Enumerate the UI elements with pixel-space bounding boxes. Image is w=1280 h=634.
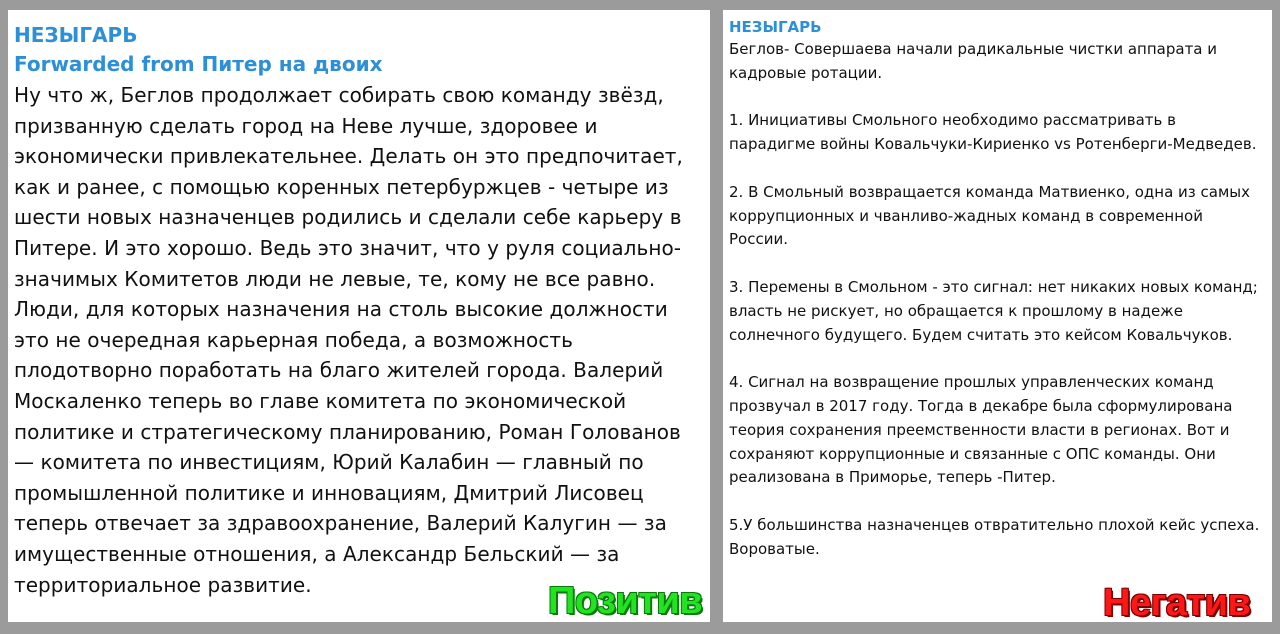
channel-name[interactable]: НЕЗЫГАРЬ (729, 18, 822, 36)
post-point: 1. Инициативы Смольного необходимо рассматривать в парадигме войны Ковальчуки-Кириенко vs Ротенберги-Медведев. (729, 111, 1257, 154)
post-point: 4. Сигнал на возвращение прошлых управленческих команд прозвучал в 2017 году. Тогда в декабре была сформулирована теория сохранения преемственности власти в регионах. Вот и сохраняют коррупционные и связанные с ОПС команды. Они реализована в Приморье, теперь -Питер. (729, 373, 1233, 487)
channel-name[interactable]: НЕЗЫГАРЬ (14, 23, 138, 47)
post-point: 2. В Смольный возвращается команда Матвиенко, одна из самых коррупционных и чванливо-жадных команд в современной России. (729, 182, 1251, 249)
forwarded-from-link[interactable]: Forwarded from Питер на двоих (14, 52, 383, 76)
right-post-panel (723, 10, 1272, 622)
post-text (729, 38, 1266, 562)
negative-label: Негатив (1103, 582, 1251, 624)
left-post-panel (8, 10, 710, 622)
post-point: 3. Перемены в Смольном - это сигнал: нет никаких новых команд; власть не рискует, но обращается к прошлому в надеже солнечного будущего. Будем считать это кейсом Ковальчуков. (729, 277, 1258, 344)
post-point: 5.У большинства назначенцев отвратительно плохой кейс успеха. Вороватые. (729, 515, 1260, 558)
post-intro: Беглов- Совершаева начали радикальные чистки аппарата и кадровые ротации. (729, 40, 1218, 82)
positive-label: Позитив (548, 580, 703, 622)
post-text: Ну что ж, Беглов продолжает собирать свою команду звёзд, призванную сделать город на Неве лучше, здоровее и экономически привлекательнее. Делать он это предпочитает, как и ранее, с помощью коренных петербуржцев - четыре из шести новых назначенцев родились и сделали себе карьеру в Питере. И это хорошо. Ведь это значит, что у руля социально-значимых Комитетов люди не левые, те, кому не все равно. Люди, для которых назначения на столь высокие должности это не очередная карьерная победа, а возможность плодотворно поработать на благо жителей города. Валерий Москаленко теперь во главе комитета по экономической политике и стратегическому планированию, Роман Голованов — комитета по инвестициям, Юрий Калабин — главный по промышленной политике и инновациям, Дмитрий Лисовец теперь отвечает за здравоохранение, Валерий Калугин — за имущественные отношения, а Александр Бельский — за территориальное развитие. (14, 83, 683, 597)
